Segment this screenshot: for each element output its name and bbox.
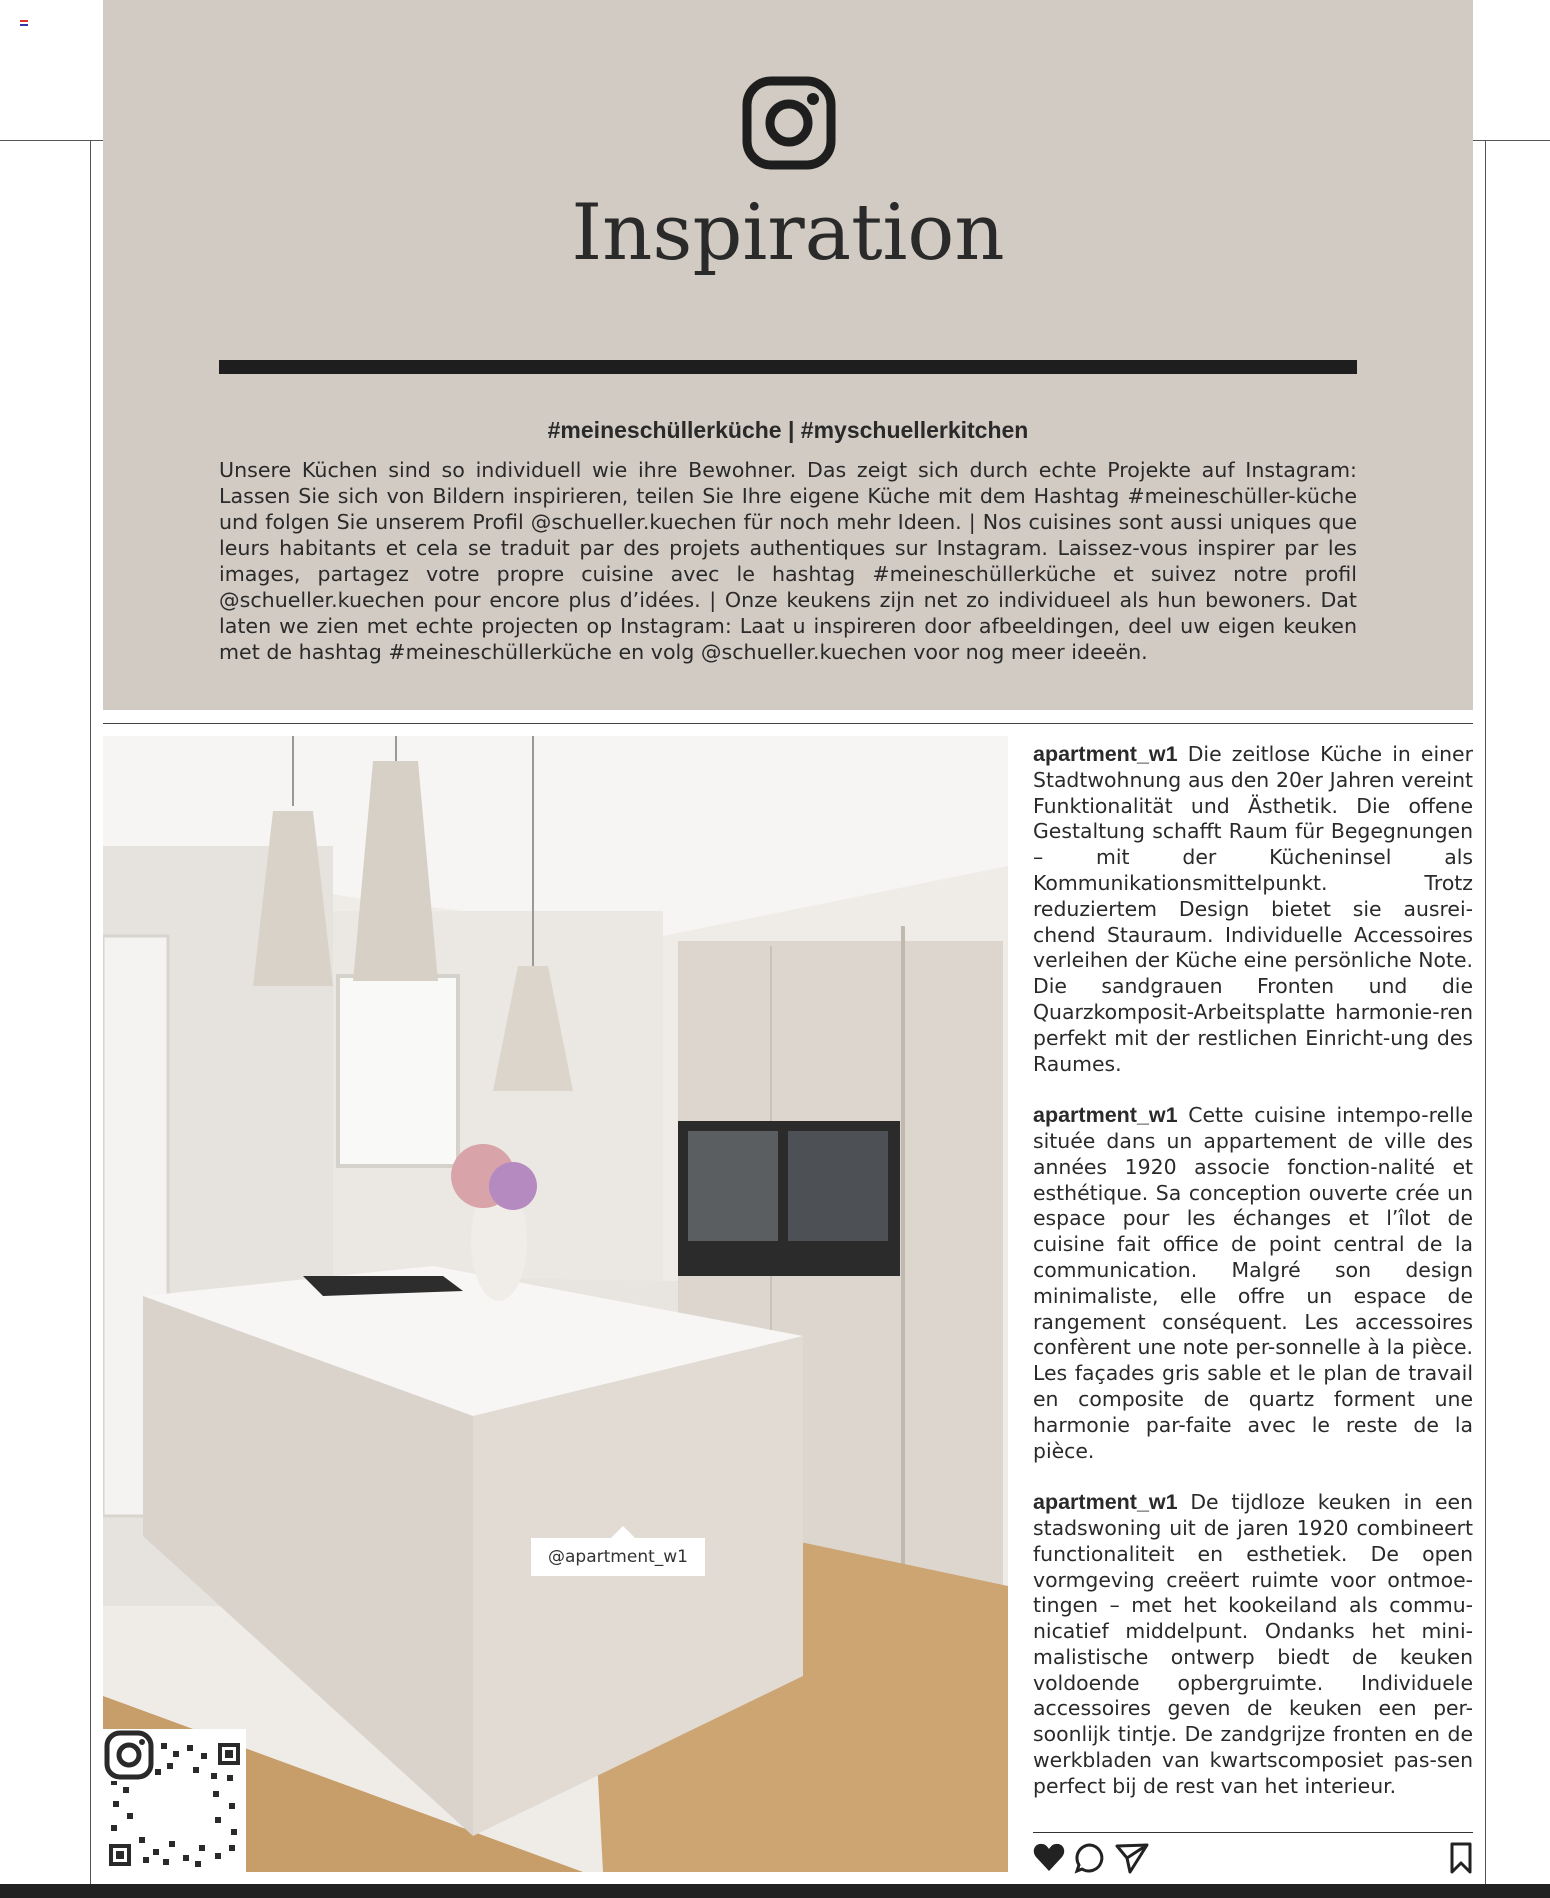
share-icon[interactable] (1115, 1842, 1149, 1878)
caption-german (1033, 742, 1473, 1077)
inspiration-banner (103, 0, 1473, 710)
instagram-icon (103, 1729, 155, 1781)
footer-bar (0, 1884, 1550, 1898)
kitchen-photo (103, 736, 1008, 1872)
intro-text: Unsere Küchen sind so individuell wie ihre Bewohner. Das zeigt sich durch echte Projekte auf Instagram: Lassen Sie sich von Bildern inspirieren, teilen Sie Ihre eigene Küche mit dem Hashtag #meineschüller-küche und folgen Sie unserem Profil @schueller.kuechen für noch mehr Ideen. | Nos cuisines sont aussi uniques que leurs habitants et cela se traduit par des projets authentiques sur Instagram. Laissez-vous inspirer par les images, partagez votre propre cuisine avec le hashtag #meineschüllerküche et suivez notre profil @schueller.kuechen pour encore plus d’idées. | Onze keukens zijn net zo individueel als hun bewoners. Dat laten we zien met echte projecten op Instagram: Laat u inspireren door afbeeldingen, deel uw eigen keuken met de hashtag #meineschüllerküche en volg @schueller.kuechen voor nog meer ideeën. (219, 458, 1357, 664)
frame-border-right (1485, 140, 1486, 1885)
post-captions (1033, 742, 1473, 1825)
post-username[interactable]: apartment_w1 (1033, 1490, 1178, 1515)
page-title: Inspiration (571, 188, 1005, 278)
caption-text: Cette cuisine intempo-relle située dans un appartement de ville des années 1920 associe fonction-nalité et esthétique. Sa conception ouverte crée un espace pour les échanges et l’îlot de cuisine fait office de point central de la communication. Malgré son design minimaliste, elle offre un espace de rangement conséquent. Les accessoires confèrent une note per-sonnelle à la pièce. Les façades gris sable et le plan de travail en composite de quartz forment une harmonie par-faite avec le reste de la pièce. (1033, 1103, 1473, 1463)
bookmark-icon[interactable] (1449, 1842, 1473, 1878)
qr-code[interactable] (103, 1729, 246, 1872)
caption-text: Die zeitlose Küche in einer Stadtwohnung aus den 20er Jahren vereint Funktionalität und Ästhetik. Die offene Gestaltung schafft Raum für Begegnungen – mit der Kücheninsel als Kommunikationsmittelpunkt. Trotz reduziertem Design bietet sie ausrei-chend Stauraum. Individuelle Accessoires verleihen der Küche eine persönliche Note. Die sandgrauen Fronten und die Quarzkomposit-Arbeitsplatte harmonie-ren perfekt mit der restlichen Einricht-ung des Raumes. (1033, 742, 1473, 1076)
post-username[interactable]: apartment_w1 (1033, 1103, 1178, 1128)
user-tag-label[interactable]: @apartment_w1 (531, 1538, 705, 1576)
caption-text: De tijdloze keuken in een stadswoning uit de jaren 1920 combineert functionaliteit en esthetiek. De open vormgeving creëert ruimte voor ontmoe-tingen – met het kookeiland als commu-nicatief middelpunt. Ondanks het mini-malistische ontwerp biedt de keuken voldoende opbergruimte. Individuele accessoires geven de keuken een per-soonlijk tintje. De zandgrijze fronten en de werkbladen van kwartscomposiet pas-sen perfect bij de rest van het interieur. (1033, 1490, 1473, 1798)
comment-icon[interactable] (1074, 1842, 1106, 1878)
frame-border-left (90, 140, 91, 1885)
action-divider (1033, 1832, 1473, 1833)
post-action-bar (1033, 1842, 1473, 1876)
caption-dutch (1033, 1490, 1473, 1800)
flag-icon (20, 20, 28, 26)
section-divider (103, 723, 1473, 724)
instagram-icon (742, 76, 836, 170)
post-username[interactable]: apartment_w1 (1033, 742, 1178, 766)
title-divider (219, 360, 1357, 374)
frame-line-left (0, 140, 103, 141)
heart-icon[interactable] (1033, 1842, 1065, 1876)
caption-french (1033, 1103, 1473, 1464)
hashtags-heading: #meineschüllerküche | #myschuellerkitchen (547, 417, 1029, 443)
